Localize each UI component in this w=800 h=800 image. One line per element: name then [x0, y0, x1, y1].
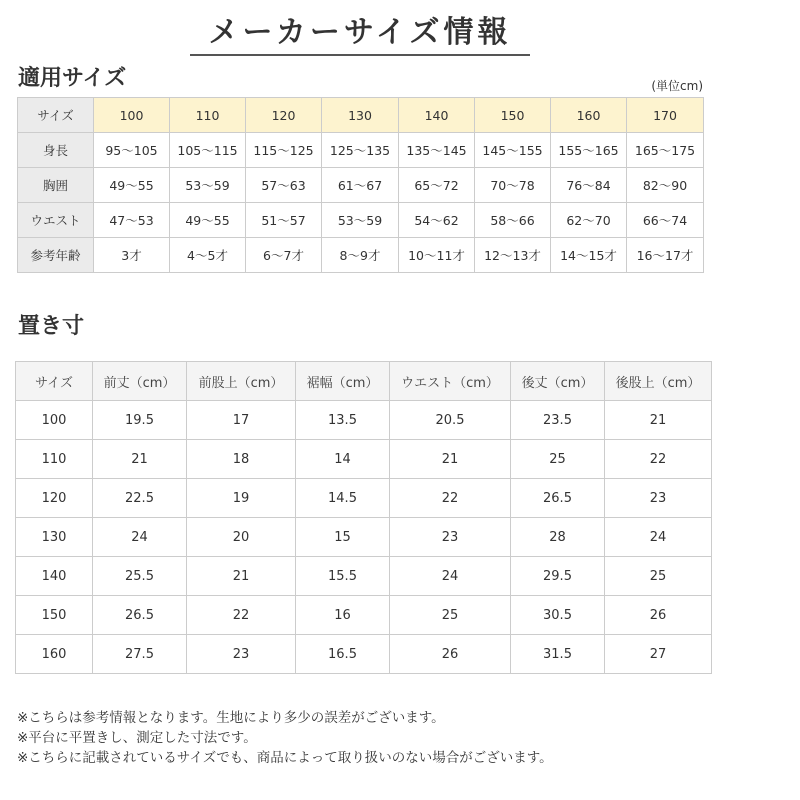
size-header-cell: 130: [322, 98, 399, 133]
table-cell: 51〜57: [246, 203, 322, 238]
table-row: [18, 238, 704, 273]
table-cell: 57〜63: [246, 168, 322, 203]
table-cell: 49〜55: [170, 203, 246, 238]
table-cell: 61〜67: [322, 168, 399, 203]
table-cell: 54〜62: [399, 203, 475, 238]
size-header-cell: 100: [94, 98, 170, 133]
table-cell: 12〜13才: [475, 238, 551, 273]
applicable-sizes-heading: 適用サイズ: [18, 66, 127, 91]
table-cell: 25: [605, 557, 712, 596]
table-cell: 135〜145: [399, 133, 475, 168]
table-cell: 6〜7才: [246, 238, 322, 273]
table-cell: 105〜115: [170, 133, 246, 168]
table-cell: 15.5: [296, 557, 390, 596]
table-row: [18, 133, 704, 168]
table-cell: 23: [390, 518, 511, 557]
size-header-cell: 140: [399, 98, 475, 133]
table-cell: 22.5: [93, 479, 187, 518]
table-cell: 30.5: [511, 596, 605, 635]
table-cell: 24: [605, 518, 712, 557]
table-cell: 53〜59: [322, 203, 399, 238]
table-cell: 22: [605, 440, 712, 479]
table-cell: 62〜70: [551, 203, 627, 238]
table-cell: 24: [390, 557, 511, 596]
row-label: 胸囲: [18, 168, 94, 203]
table-row: [16, 479, 712, 518]
table-cell: 26: [605, 596, 712, 635]
table-cell: 28: [511, 518, 605, 557]
column-header: 裾幅（cm）: [296, 362, 390, 401]
size-cell: 150: [16, 596, 93, 635]
table-cell: 19: [187, 479, 296, 518]
title-underline: [190, 54, 530, 56]
table-cell: 14.5: [296, 479, 390, 518]
table-cell: 76〜84: [551, 168, 627, 203]
table-cell: 26.5: [93, 596, 187, 635]
table-cell: 14〜15才: [551, 238, 627, 273]
table-cell: 20.5: [390, 401, 511, 440]
notes: [17, 708, 553, 768]
size-header-cell: 110: [170, 98, 246, 133]
table-cell: 22: [187, 596, 296, 635]
table-cell: 27: [605, 635, 712, 674]
table-row: [18, 168, 704, 203]
table-cell: 29.5: [511, 557, 605, 596]
table-cell: 16〜17才: [627, 238, 704, 273]
table-cell: 70〜78: [475, 168, 551, 203]
table-cell: 155〜165: [551, 133, 627, 168]
table-cell: 8〜9才: [322, 238, 399, 273]
unit-note: (単位cm): [651, 79, 703, 93]
size-header-cell: 170: [627, 98, 704, 133]
column-header: 前股上（cm）: [187, 362, 296, 401]
size-cell: 130: [16, 518, 93, 557]
row-label: 参考年齢: [18, 238, 94, 273]
table-cell: 21: [187, 557, 296, 596]
row-label: 身長: [18, 133, 94, 168]
table-cell: 13.5: [296, 401, 390, 440]
measurements-header-row: [16, 362, 712, 401]
applicable-size-table: [17, 97, 704, 273]
table-cell: 145〜155: [475, 133, 551, 168]
measurements-table: [15, 361, 712, 674]
size-cell: 110: [16, 440, 93, 479]
note-line: ※こちらに記載されているサイズでも、商品によって取り扱いのない場合がございます。: [17, 750, 553, 766]
column-header: サイズ: [16, 362, 93, 401]
table-cell: 26: [390, 635, 511, 674]
table-cell: 21: [390, 440, 511, 479]
table-cell: 16: [296, 596, 390, 635]
table-cell: 23: [187, 635, 296, 674]
page-title: メーカーサイズ情報: [208, 15, 512, 50]
table-cell: 53〜59: [170, 168, 246, 203]
table-row: [16, 401, 712, 440]
table-cell: 115〜125: [246, 133, 322, 168]
table-cell: 23: [605, 479, 712, 518]
table-cell: 14: [296, 440, 390, 479]
table-cell: 66〜74: [627, 203, 704, 238]
size-header-cell: 120: [246, 98, 322, 133]
table-cell: 125〜135: [322, 133, 399, 168]
column-header: ウエスト（cm）: [390, 362, 511, 401]
table-cell: 49〜55: [94, 168, 170, 203]
note-line: ※こちらは参考情報となります。生地により多少の誤差がございます。: [17, 710, 445, 726]
table-cell: 18: [187, 440, 296, 479]
table-row: [16, 635, 712, 674]
table-cell: 25.5: [93, 557, 187, 596]
table-cell: 95〜105: [94, 133, 170, 168]
size-cell: 100: [16, 401, 93, 440]
table-cell: 23.5: [511, 401, 605, 440]
table-cell: 16.5: [296, 635, 390, 674]
table-cell: 17: [187, 401, 296, 440]
table-cell: 31.5: [511, 635, 605, 674]
size-cell: 160: [16, 635, 93, 674]
table-cell: 15: [296, 518, 390, 557]
table-row: [16, 440, 712, 479]
size-cell: 120: [16, 479, 93, 518]
column-header: 後丈（cm）: [511, 362, 605, 401]
measurements-heading: 置き寸: [18, 314, 85, 339]
size-header-label: サイズ: [18, 98, 94, 133]
table-cell: 22: [390, 479, 511, 518]
size-header-cell: 150: [475, 98, 551, 133]
row-label: ウエスト: [18, 203, 94, 238]
table-cell: 20: [187, 518, 296, 557]
table-cell: 47〜53: [94, 203, 170, 238]
table-cell: 26.5: [511, 479, 605, 518]
column-header: 前丈（cm）: [93, 362, 187, 401]
table-cell: 82〜90: [627, 168, 704, 203]
table-cell: 65〜72: [399, 168, 475, 203]
table-cell: 19.5: [93, 401, 187, 440]
table-cell: 165〜175: [627, 133, 704, 168]
table-row: [16, 557, 712, 596]
table-cell: 21: [93, 440, 187, 479]
size-cell: 140: [16, 557, 93, 596]
table-cell: 25: [511, 440, 605, 479]
table-cell: 3才: [94, 238, 170, 273]
table-cell: 10〜11才: [399, 238, 475, 273]
table-row: [16, 518, 712, 557]
table-cell: 24: [93, 518, 187, 557]
size-header-cell: 160: [551, 98, 627, 133]
note-line: ※平台に平置きし、測定した寸法です。: [17, 730, 257, 746]
table-cell: 27.5: [93, 635, 187, 674]
size-header-row: [18, 98, 704, 133]
table-row: [16, 596, 712, 635]
table-cell: 58〜66: [475, 203, 551, 238]
table-cell: 4〜5才: [170, 238, 246, 273]
table-cell: 21: [605, 401, 712, 440]
column-header: 後股上（cm）: [605, 362, 712, 401]
table-cell: 25: [390, 596, 511, 635]
table-row: [18, 203, 704, 238]
